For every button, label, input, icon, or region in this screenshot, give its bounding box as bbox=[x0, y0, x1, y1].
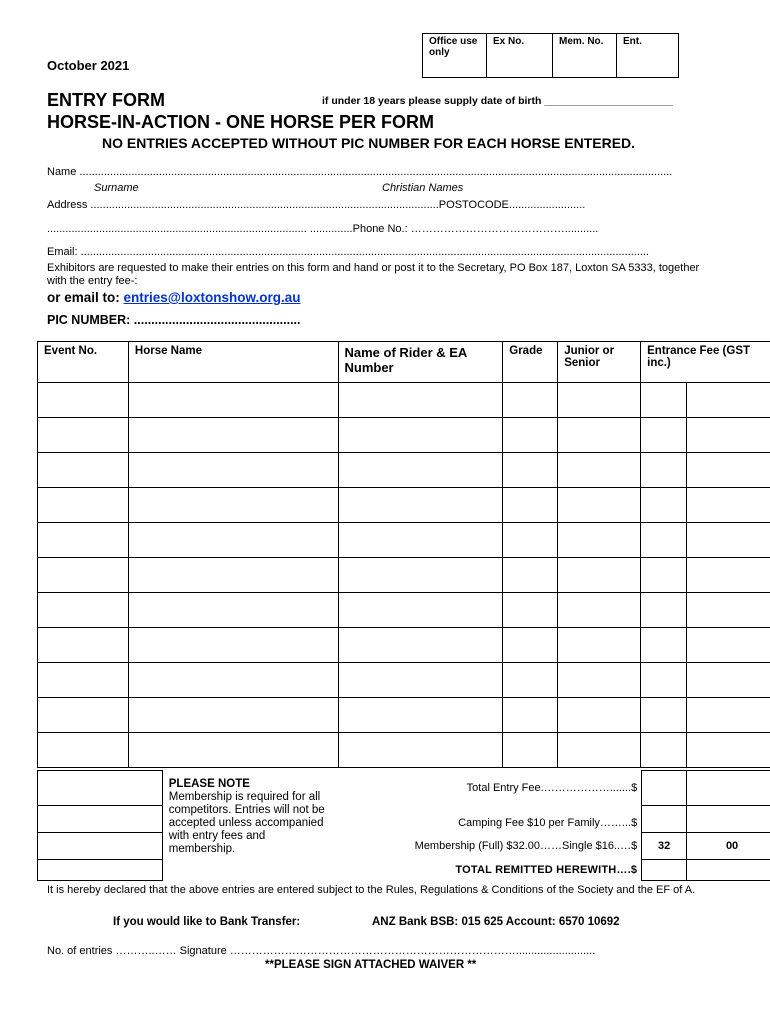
email-field[interactable]: Email: .......................................................................................................................................................................................... bbox=[47, 246, 650, 258]
address-phone-field[interactable]: ..................................................................................... ..............Phone No.: ……………………………………........... bbox=[47, 223, 599, 235]
pic-warning: NO ENTRIES ACCEPTED WITHOUT PIC NUMBER FOR EACH HORSE ENTERED. bbox=[102, 135, 636, 151]
address-field[interactable]: Address ..................................................................................................................POSTOCODE......................... bbox=[47, 199, 586, 211]
membership-cents[interactable]: 00 bbox=[687, 833, 770, 860]
please-note-title: PLEASE NOTE bbox=[168, 777, 250, 790]
table-row[interactable] bbox=[38, 383, 770, 418]
header-junior-senior: Junior or Senior bbox=[558, 342, 641, 383]
mem-no-label: Mem. No. bbox=[553, 34, 617, 77]
total-entry-fee-label: Total Entry Fee.……………….......$ bbox=[338, 771, 642, 806]
instructions-text: Exhibitors are requested to make their entries on this form and hand or post it to the Secretary, PO Box 187, Loxton SA 5333, together with the entry fee-: bbox=[47, 262, 700, 287]
declaration-text: It is hereby declared that the above entries are entered subject to the Rules, Regulations & Conditions of the Society and the EF of A. bbox=[47, 884, 696, 896]
header-entrance-fee: Entrance Fee (GST inc.) bbox=[641, 342, 770, 383]
table-row[interactable] bbox=[38, 418, 770, 453]
header-horse-name: Horse Name bbox=[128, 342, 338, 383]
email-line bbox=[47, 290, 300, 305]
ent-label: Ent. bbox=[623, 36, 642, 47]
totals-table bbox=[37, 770, 770, 881]
table-row[interactable] bbox=[38, 523, 770, 558]
entries-email-link[interactable]: entries@loxtonshow.org.au bbox=[123, 290, 301, 305]
table-row[interactable] bbox=[38, 593, 770, 628]
table-row[interactable] bbox=[38, 663, 770, 698]
table-row[interactable] bbox=[38, 558, 770, 593]
form-subtitle: HORSE-IN-ACTION - ONE HORSE PER FORM bbox=[47, 112, 435, 132]
bank-details: ANZ Bank BSB: 015 625 Account: 6570 10692 bbox=[372, 916, 620, 928]
bank-transfer-prompt: If you would like to Bank Transfer: bbox=[113, 916, 301, 928]
entries-table bbox=[37, 341, 770, 768]
form-date: October 2021 bbox=[47, 58, 130, 73]
pic-number-field[interactable]: PIC NUMBER: ................................................ bbox=[47, 313, 301, 327]
total-remitted-label: TOTAL REMITTED HEREWITH….$ bbox=[338, 860, 642, 881]
table-row[interactable] bbox=[38, 733, 770, 768]
office-use-label: Office use only bbox=[423, 34, 487, 77]
surname-label: Surname bbox=[94, 182, 139, 194]
office-use-box bbox=[422, 33, 679, 78]
name-field[interactable]: Name .................................................................................................................................................................................................. bbox=[47, 166, 673, 178]
please-note-box bbox=[162, 771, 338, 881]
please-note-body: Membership is required for all competitors. Entries will not be accepted unless accompanied with entry fees and membership. bbox=[168, 790, 325, 855]
table-header-row bbox=[38, 342, 770, 383]
ex-no-label: Ex No. bbox=[487, 34, 553, 77]
camping-fee-label: Camping Fee $10 per Family……...$ bbox=[338, 806, 642, 833]
form-title: ENTRY FORM bbox=[47, 90, 166, 110]
header-grade: Grade bbox=[503, 342, 558, 383]
table-row[interactable] bbox=[38, 453, 770, 488]
waiver-notice: **PLEASE SIGN ATTACHED WAIVER ** bbox=[265, 959, 477, 971]
table-row[interactable] bbox=[38, 488, 770, 523]
membership-dollars[interactable]: 32 bbox=[642, 833, 687, 860]
christian-names-label: Christian Names bbox=[382, 182, 464, 194]
header-event-no: Event No. bbox=[38, 342, 129, 383]
header-rider-name: Name of Rider & EA Number bbox=[338, 342, 503, 383]
table-row[interactable] bbox=[38, 628, 770, 663]
entries-signature-field[interactable]: No. of entries ………..…… Signature …………………………………………………………………….......................... bbox=[47, 945, 596, 957]
or-email-label: or email to: bbox=[47, 290, 120, 305]
membership-fee-label: Membership (Full) $32.00……Single $16..…$ bbox=[338, 833, 642, 860]
table-row[interactable] bbox=[38, 698, 770, 733]
birth-date-note: if under 18 years please supply date of birth ______________________ bbox=[322, 95, 673, 107]
